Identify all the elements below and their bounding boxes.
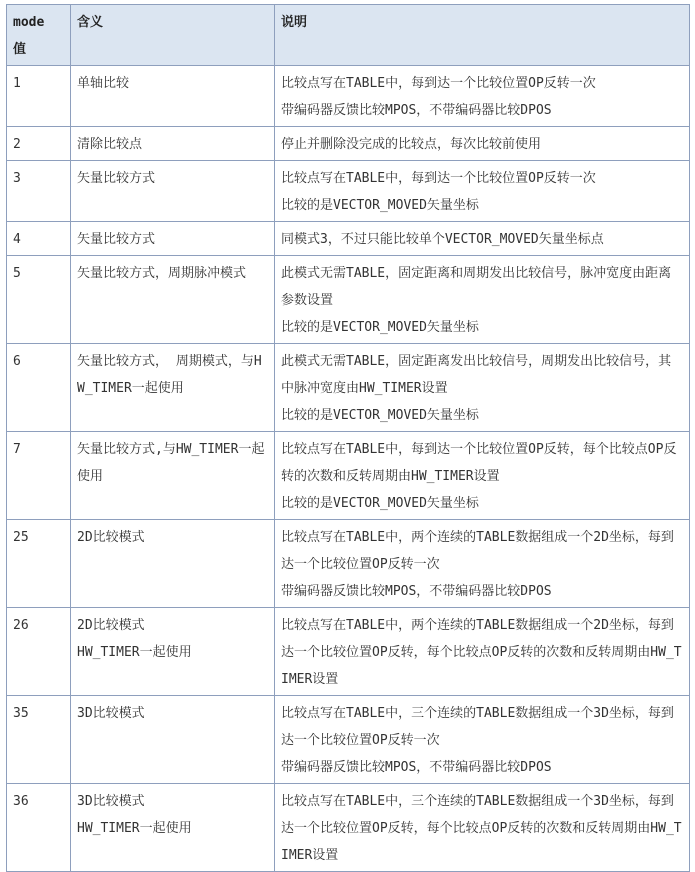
description-line: 比较点写在TABLE中，每到达一个比较位置OP反转一次 xyxy=(281,171,596,186)
meaning-cell xyxy=(71,222,275,256)
description-line: 比较点写在TABLE中，每到达一个比较位置OP反转，每个比较点OP反转的次数和反转周期由HW_TIMER设置 xyxy=(281,442,677,484)
description-line: 比较的是VECTOR_MOVED矢量坐标 xyxy=(281,496,479,511)
description-cell xyxy=(275,222,690,256)
description-line: 比较点写在TABLE中，三个连续的TABLE数据组成一个3D坐标，每到达一个比较位置OP反转一次 xyxy=(281,706,674,748)
description-line: 比较的是VECTOR_MOVED矢量坐标 xyxy=(281,320,479,335)
meaning-line: 矢量比较方式,与HW_TIMER一起使用 xyxy=(77,442,265,484)
table-row xyxy=(7,520,690,608)
table-row xyxy=(7,66,690,127)
meaning-line: 矢量比较方式， 周期模式，与HW_TIMER一起使用 xyxy=(77,354,262,396)
compare-mode-table xyxy=(6,4,690,872)
description-cell xyxy=(275,256,690,344)
meaning-cell xyxy=(71,66,275,127)
table-row xyxy=(7,161,690,222)
mode-cell: 2 xyxy=(7,127,71,161)
meaning-line: 单轴比较 xyxy=(77,76,130,91)
table-row xyxy=(7,696,690,784)
description-cell xyxy=(275,608,690,696)
meaning-cell xyxy=(71,127,275,161)
meaning-line: 清除比较点 xyxy=(77,137,143,152)
table-row xyxy=(7,344,690,432)
description-line: 带编码器反馈比较MPOS，不带编码器比较DPOS xyxy=(281,103,552,118)
description-cell xyxy=(275,344,690,432)
description-line: 停止并删除没完成的比较点，每次比较前使用 xyxy=(281,137,542,152)
description-line: 比较的是VECTOR_MOVED矢量坐标 xyxy=(281,198,479,213)
meaning-line: 3D比较模式 xyxy=(77,706,145,721)
mode-cell: 5 xyxy=(7,256,71,344)
meaning-cell xyxy=(71,520,275,608)
header-mode-line-1: mode xyxy=(13,15,45,30)
mode-cell: 35 xyxy=(7,696,71,784)
header-mode-line-2: 值 xyxy=(13,42,27,57)
description-line: 比较点写在TABLE中，两个连续的TABLE数据组成一个2D坐标，每到达一个比较位置OP反转，每个比较点OP反转的次数和反转周期由HW_TIMER设置 xyxy=(281,618,682,687)
meaning-cell xyxy=(71,161,275,222)
table-body xyxy=(7,66,690,872)
mode-cell: 1 xyxy=(7,66,71,127)
meaning-line: 矢量比较方式 xyxy=(77,232,156,247)
mode-cell: 6 xyxy=(7,344,71,432)
mode-cell: 7 xyxy=(7,432,71,520)
description-line: 此模式无需TABLE，固定距离发出比较信号，周期发出比较信号，其中脉冲宽度由HW_TIMER设置 xyxy=(281,354,672,396)
description-cell xyxy=(275,784,690,872)
mode-cell: 25 xyxy=(7,520,71,608)
table-row xyxy=(7,432,690,520)
meaning-cell xyxy=(71,784,275,872)
header-meaning: 含义 xyxy=(71,5,275,66)
header-row xyxy=(7,5,690,66)
description-line: 比较点写在TABLE中，两个连续的TABLE数据组成一个2D坐标，每到达一个比较位置OP反转一次 xyxy=(281,530,674,572)
meaning-cell xyxy=(71,696,275,784)
mode-cell: 4 xyxy=(7,222,71,256)
description-cell xyxy=(275,432,690,520)
meaning-line: 矢量比较方式 xyxy=(77,171,156,186)
description-cell xyxy=(275,520,690,608)
mode-cell: 26 xyxy=(7,608,71,696)
table-row xyxy=(7,222,690,256)
mode-cell: 3 xyxy=(7,161,71,222)
meaning-line: 2D比较模式 xyxy=(77,530,145,545)
meaning-cell xyxy=(71,432,275,520)
mode-cell: 36 xyxy=(7,784,71,872)
meaning-cell xyxy=(71,344,275,432)
meaning-line: 3D比较模式 xyxy=(77,794,145,809)
description-line: 比较点写在TABLE中，三个连续的TABLE数据组成一个3D坐标，每到达一个比较位置OP反转，每个比较点OP反转的次数和反转周期由HW_TIMER设置 xyxy=(281,794,682,863)
description-line: 此模式无需TABLE，固定距离和周期发出比较信号，脉冲宽度由距离参数设置 xyxy=(281,266,672,308)
table-row xyxy=(7,784,690,872)
description-cell xyxy=(275,161,690,222)
description-line: 带编码器反馈比较MPOS，不带编码器比较DPOS xyxy=(281,584,552,599)
description-line: 比较的是VECTOR_MOVED矢量坐标 xyxy=(281,408,479,423)
description-line: 同模式3，不过只能比较单个VECTOR_MOVED矢量坐标点 xyxy=(281,232,604,247)
meaning-cell xyxy=(71,608,275,696)
description-line: 带编码器反馈比较MPOS，不带编码器比较DPOS xyxy=(281,760,552,775)
meaning-line: 矢量比较方式，周期脉冲模式 xyxy=(77,266,247,281)
meaning-line: HW_TIMER一起使用 xyxy=(77,821,192,836)
description-cell xyxy=(275,66,690,127)
meaning-line: HW_TIMER一起使用 xyxy=(77,645,192,660)
header-description: 说明 xyxy=(275,5,690,66)
table-row xyxy=(7,127,690,161)
table-header xyxy=(7,5,690,66)
description-cell xyxy=(275,127,690,161)
meaning-cell xyxy=(71,256,275,344)
header-mode xyxy=(7,5,71,66)
meaning-line: 2D比较模式 xyxy=(77,618,145,633)
description-cell xyxy=(275,696,690,784)
table-row xyxy=(7,256,690,344)
description-line: 比较点写在TABLE中，每到达一个比较位置OP反转一次 xyxy=(281,76,596,91)
table-row xyxy=(7,608,690,696)
